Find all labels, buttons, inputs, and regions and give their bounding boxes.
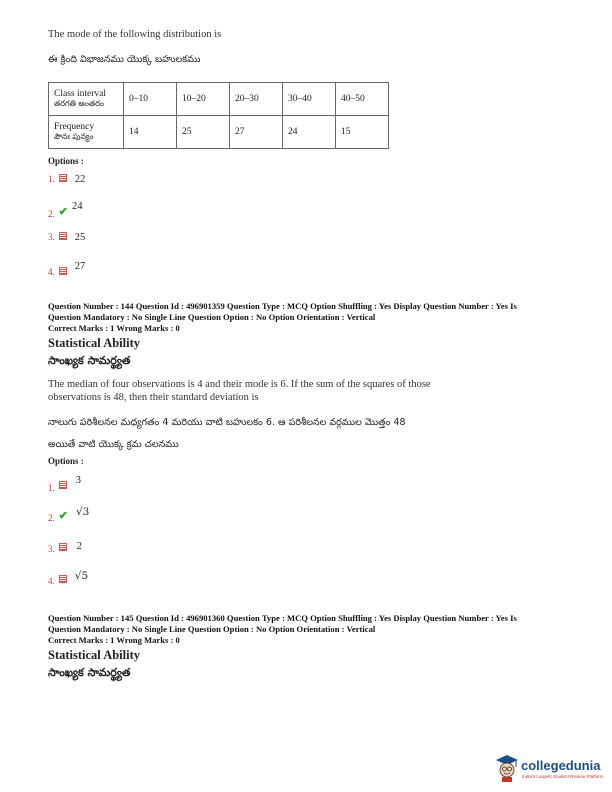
interval-cell: 10–20	[177, 83, 230, 116]
option-value: 25	[74, 232, 86, 243]
collegedunia-logo	[494, 752, 604, 786]
question-144-english-line1: The median of four observations is 4 and their mode is 6. If the sum of the squares of those	[48, 379, 431, 390]
option-4[interactable]	[48, 256, 86, 277]
check-icon: ✔	[58, 510, 68, 522]
option-number: 4.	[48, 576, 55, 586]
frequency-cell: 14	[124, 116, 177, 149]
option-value: 27	[74, 261, 86, 272]
option-number: 1.	[48, 483, 55, 493]
class-interval-label-te: తరగతి అంతరం	[54, 98, 104, 108]
option-4[interactable]	[48, 566, 88, 584]
cross-icon	[59, 267, 67, 275]
table-row	[49, 116, 389, 149]
check-icon: ✔	[58, 206, 68, 218]
class-interval-header	[49, 83, 124, 116]
frequency-header	[49, 116, 124, 149]
frequency-cell: 15	[336, 116, 389, 149]
option-number: 4.	[48, 267, 55, 277]
question-145-meta-line1: Question Number : 145 Question Id : 496901360 Question Type : MCQ Option Shuffling : Yes Display Question Number : Yes Is	[48, 613, 517, 623]
question-144-meta-line1: Question Number : 144 Question Id : 496901359 Question Type : MCQ Option Shuffling : Yes Display Question Number : Yes Is	[48, 301, 517, 311]
question-144-english-line2: observations is 48, then their standard deviation is	[48, 392, 259, 403]
option-number: 2.	[48, 513, 55, 523]
frequency-cell: 27	[230, 116, 283, 149]
section-title: Statistical Ability	[48, 648, 141, 662]
option-2[interactable]	[48, 196, 83, 219]
frequency-cell: 25	[177, 116, 230, 149]
cross-icon	[59, 543, 67, 551]
student-mascot-icon	[494, 752, 520, 782]
class-interval-label-en: Class interval	[54, 88, 106, 99]
interval-cell: 30–40	[283, 83, 336, 116]
option-1[interactable]	[48, 470, 81, 493]
section-title-telugu: సాంఖ్యక సామర్థ్యత	[48, 666, 131, 679]
option-1[interactable]	[48, 169, 85, 187]
option-value: 3	[75, 475, 81, 486]
option-value: √3	[75, 506, 90, 518]
logo-name: collegedunia	[521, 758, 601, 773]
cross-icon	[59, 481, 67, 489]
logo-tagline: India's Largest Student Review Platform	[522, 774, 604, 779]
option-number: 3.	[48, 544, 55, 554]
question-145-marks: Correct Marks : 1 Wrong Marks : 0	[48, 635, 180, 645]
question-144-meta-line2: Question Mandatory : No Single Line Question Option : No Option Orientation : Vertical	[48, 312, 376, 322]
option-3[interactable]	[48, 536, 82, 554]
frequency-cell: 24	[283, 116, 336, 149]
frequency-label-en: Frequency	[54, 121, 95, 132]
option-value: √5	[74, 570, 89, 582]
option-value: 2	[76, 541, 82, 552]
question-144-telugu-line2: అయితే వాటి యొక్క క్రమ చలనము	[48, 439, 179, 450]
option-number: 1.	[48, 174, 55, 184]
option-number: 3.	[48, 232, 55, 242]
option-value: 22	[74, 174, 86, 185]
cross-icon	[59, 174, 67, 182]
option-2[interactable]	[48, 502, 90, 523]
options-label: Options :	[48, 156, 84, 166]
question-143-telugu: ఈ క్రింది విభాజనము యొక్క బహులకము	[48, 54, 201, 65]
distribution-table	[48, 82, 389, 149]
cross-icon	[59, 575, 67, 583]
table-row	[49, 83, 389, 116]
options-label: Options :	[48, 456, 84, 466]
option-number: 2.	[48, 209, 55, 219]
question-144-telugu-line1: నాలుగు పరిశీలనల మధ్యగతం 4 మరియు వాటి బహులకం 6. ఆ పరిశీలనల వర్గముల మొత్తం 48	[48, 417, 406, 428]
question-144-marks: Correct Marks : 1 Wrong Marks : 0	[48, 323, 180, 333]
question-143-english: The mode of the following distribution is	[48, 29, 222, 40]
option-3[interactable]	[48, 227, 85, 245]
option-value: 24	[71, 201, 83, 212]
frequency-label-te: పౌనః పున్యం	[54, 131, 94, 141]
question-145-meta-line2: Question Mandatory : No Single Line Question Option : No Option Orientation : Vertical	[48, 624, 376, 634]
cross-icon	[59, 232, 67, 240]
section-title: Statistical Ability	[48, 336, 141, 350]
interval-cell: 20–30	[230, 83, 283, 116]
interval-cell: 40–50	[336, 83, 389, 116]
section-title-telugu: సాంఖ్యక సామర్థ్యత	[48, 354, 131, 367]
interval-cell: 0–10	[124, 83, 177, 116]
